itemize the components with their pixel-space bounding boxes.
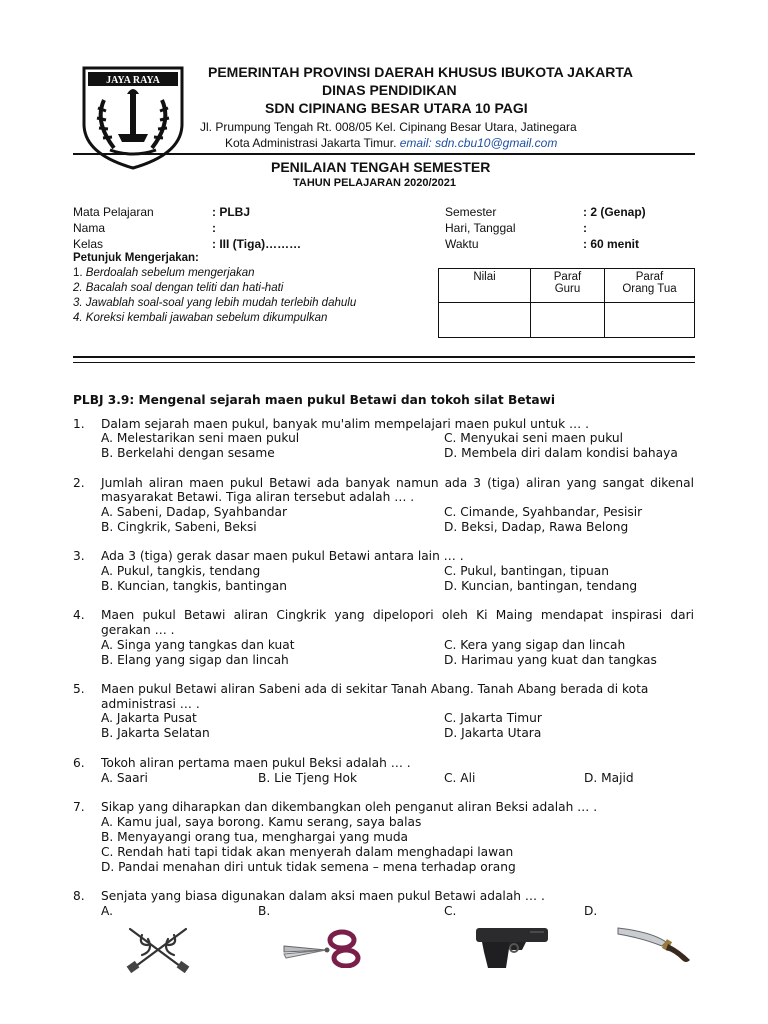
instruction-text: Bacalah soal dengan teliti dan hati-hati [82,282,284,294]
pistol-icon[interactable] [470,922,552,972]
class-label: Kelas [73,237,104,251]
semester-value: : 2 (Genap) [583,205,646,219]
option-c[interactable]: C. Menyukai seni maen pukul [444,431,624,445]
option-a[interactable]: A. [101,904,113,918]
class-value: : III (Tiga)……… [212,237,302,251]
header-divider [73,153,695,155]
score-table [438,268,695,338]
question-text: Senjata yang biasa digunakan dalam aksi maen pukul Betawi adalah … . [101,889,545,903]
option-a[interactable]: A. Saari [101,771,148,785]
question-number: 3. [73,549,85,563]
instruction-text: Jawablah soal-soal yang lebih mudah terlebih dahulu [82,297,357,309]
name-label: Nama [73,221,106,235]
option-d[interactable]: D. [584,904,598,918]
section-title: PLBJ 3.9: Mengenal sejarah maen pukul Betawi dan tokoh silat Betawi [73,393,556,407]
crossed-sai-weapons-icon[interactable] [120,923,196,975]
option-b[interactable]: B. Cingkrik, Sabeni, Beksi [101,520,257,534]
score-cell-nilai[interactable] [439,303,531,338]
instruction-text: Berdoalah sebelum mengerjakan [82,267,255,279]
option-d[interactable]: D. Kuncian, bantingan, tendang [444,579,638,593]
option-a[interactable]: A. Jakarta Pusat [101,711,197,725]
option-d[interactable]: D. Harimau yang kuat dan tangkas [444,653,657,667]
separator-thick [73,356,695,358]
golok-knife-icon[interactable] [612,920,694,966]
option-a[interactable]: A. Singa yang tangkas dan kuat [101,638,295,652]
option-d[interactable]: D. Pandai menahan diri untuk tidak semena – mena terhadap orang [101,860,516,874]
instruction-item [73,267,255,279]
header-address-2 [225,136,557,150]
subject-value: : PLBJ [212,205,251,219]
question-text-cont: gerakan … . [101,623,175,637]
option-b[interactable]: B. Jakarta Selatan [101,726,210,740]
option-c[interactable]: C. Ali [444,771,476,785]
score-header-paraf-ortu: Paraf Orang Tua [605,269,695,303]
option-c[interactable]: C. [444,904,457,918]
question-number: 7. [73,800,85,814]
question-text-cont: administrasi … . [101,697,200,711]
header-email: email: sdn.cbu10@gmail.com [399,136,558,150]
option-d[interactable]: D. Membela diri dalam kondisi bahaya [444,446,678,460]
option-c[interactable]: C. Pukul, bantingan, tipuan [444,564,609,578]
score-cell-paraf-ortu[interactable] [605,303,695,338]
instruction-num: 2. [73,282,83,294]
question-number: 6. [73,756,85,770]
option-a[interactable]: A. Melestarikan seni maen pukul [101,431,300,445]
score-cell-paraf-guru[interactable] [531,303,605,338]
instruction-text: Koreksi kembali jawaban sebelum dikumpulkan [82,312,328,324]
logo-text: JAYA RAYA [106,75,160,86]
question-number: 4. [73,608,85,622]
exam-title: PENILAIAN TENGAH SEMESTER [271,159,491,175]
instruction-num: 3. [73,297,83,309]
time-label: Waktu [445,237,479,251]
option-c[interactable]: C. Cimande, Syahbandar, Pesisir [444,505,643,519]
score-header-paraf-guru: Paraf Guru [531,269,605,303]
instruction-item [73,297,356,309]
header-dept: DINAS PENDIDIKAN [322,82,457,98]
question-text: Jumlah aliran maen pukul Betawi ada banyak namun ada 3 (tiga) aliran yang sangat dikenal [101,476,694,490]
question-number: 2. [73,476,85,490]
option-d[interactable]: D. Majid [584,771,634,785]
name-value: : [212,221,216,235]
header-address: Jl. Prumpung Tengah Rt. 008/05 Kel. Cipinang Besar Utara, Jatinegara [200,120,577,134]
question-number: 5. [73,682,85,696]
question-number: 1. [73,417,85,431]
option-b[interactable]: B. Menyayangi orang tua, menghargai yang muda [101,830,409,844]
instruction-num: 1. [73,267,83,279]
question-text-cont: masyarakat Betawi. Tiga aliran tersebut adalah … . [101,490,415,504]
scissors-icon[interactable] [280,928,366,968]
option-a[interactable]: A. Sabeni, Dadap, Syahbandar [101,505,287,519]
option-b[interactable]: B. [258,904,271,918]
time-value: : 60 menit [583,237,640,251]
question-text: Tokoh aliran pertama maen pukul Beksi adalah … . [101,756,411,770]
instructions-title: Petunjuk Mengerjakan: [73,252,199,264]
question-text: Dalam sejarah maen pukul, banyak mu'alim mempelajari maen pukul untuk … . [101,417,589,431]
question-number: 8. [73,889,85,903]
question-text: Ada 3 (tiga) gerak dasar maen pukul Betawi antara lain … . [101,549,464,563]
option-b[interactable]: B. Lie Tjeng Hok [258,771,357,785]
instruction-item [73,282,283,294]
question-text: Maen pukul Betawi aliran Cingkrik yang dipelopori oleh Ki Maing mendapat inspirasi dari [101,608,694,622]
separator-thin [73,362,695,363]
date-label: Hari, Tanggal [445,221,516,235]
option-b[interactable]: B. Berkelahi dengan sesame [101,446,275,460]
instruction-num: 4. [73,312,83,324]
question-text: Sikap yang diharapkan dan dikembangkan oleh penganut aliran Beksi adalah … . [101,800,598,814]
option-c[interactable]: C. Kera yang sigap dan lincah [444,638,626,652]
exam-year: TAHUN PELAJARAN 2020/2021 [293,177,457,189]
option-b[interactable]: B. Kuncian, tangkis, bantingan [101,579,287,593]
question-text: Maen pukul Betawi aliran Sabeni ada di sekitar Tanah Abang. Tanah Abang berada di kota [101,682,649,696]
subject-label: Mata Pelajaran [73,205,154,219]
option-d[interactable]: D. Beksi, Dadap, Rawa Belong [444,520,629,534]
score-header-nilai: Nilai [439,269,531,303]
option-c[interactable]: C. Rendah hati tapi tidak akan menyerah dalam menghadapi lawan [101,845,514,859]
header-city: Kota Administrasi Jakarta Timur. [225,136,397,150]
option-b[interactable]: B. Elang yang sigap dan lincah [101,653,289,667]
option-a[interactable]: A. Kamu jual, saya borong. Kamu serang, saya balas [101,815,422,829]
option-d[interactable]: D. Jakarta Utara [444,726,542,740]
header-school: SDN CIPINANG BESAR UTARA 10 PAGI [265,100,528,116]
option-c[interactable]: C. Jakarta Timur [444,711,542,725]
header-gov: PEMERINTAH PROVINSI DAERAH KHUSUS IBUKOTA JAKARTA [208,64,633,80]
option-a[interactable]: A. Pukul, tangkis, tendang [101,564,261,578]
semester-label: Semester [445,205,497,219]
instruction-item [73,312,327,324]
date-value: : [583,221,587,235]
